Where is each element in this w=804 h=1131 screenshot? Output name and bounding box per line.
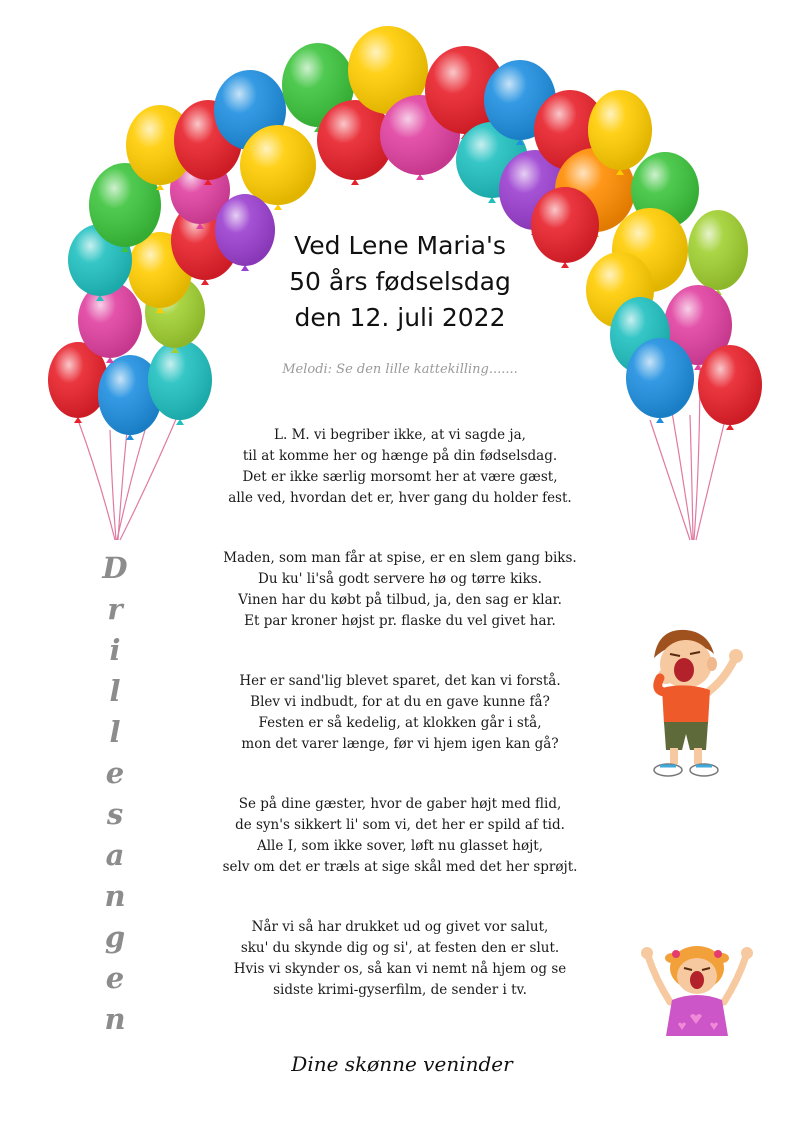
vertical-letter: s — [106, 797, 124, 831]
signature: Dine skønne veninder — [291, 1052, 513, 1076]
verse-line: Hvis vi skynder os, så kan vi nemt nå hjem og se — [233, 961, 567, 977]
verse-line: Et par kroner højst pr. flaske du vel givet har. — [244, 613, 556, 629]
yawning-girl-illustration — [638, 940, 756, 1036]
verse-line: Festen er så kedelig, at klokken går i stå, — [258, 715, 542, 731]
vertical-letter: e — [105, 756, 125, 790]
verse-line: Her er sand'lig blevet sparet, det kan vi forstå. — [239, 673, 561, 689]
vertical-letter: g — [104, 920, 126, 954]
balloon — [698, 345, 762, 430]
verse-3 — [200, 671, 600, 755]
yawning-boy-illustration — [624, 620, 752, 780]
title-line-2: 50 års fødselsdag — [289, 267, 511, 296]
vertical-title — [92, 548, 138, 1040]
verse-line: de syn's sikkert li' som vi, det her er spild af tid. — [235, 817, 565, 833]
verse-line: Maden, som man får at spise, er en slem gang biks. — [223, 550, 577, 566]
vertical-letter: D — [102, 551, 128, 585]
vertical-letter: a — [105, 838, 125, 872]
title-line-3: den 12. juli 2022 — [294, 303, 506, 332]
verse-line: Vinen har du købt på tilbud, ja, den sag er klar. — [238, 592, 562, 608]
melody-note: Melodi: Se den lille kattekilling....... — [282, 362, 518, 377]
verse-line: Alle I, som ikke sover, løft nu glasset højt, — [256, 838, 544, 854]
vertical-letter: l — [109, 715, 121, 749]
verse-line: L. M. vi begriber ikke, at vi sagde ja, — [274, 427, 526, 443]
verse-line: Det er ikke særlig morsomt her at være gæst, — [242, 469, 558, 485]
verse-line: sidste krimi-gyserfilm, de sender i tv. — [273, 982, 527, 998]
balloon — [626, 338, 694, 423]
verse-line: til at komme her og hænge på din fødselsdag. — [242, 448, 558, 464]
verse-line: Du ku' li'så godt servere hø og tørre kiks. — [258, 571, 542, 587]
balloon — [688, 210, 748, 295]
vertical-letter: e — [105, 961, 125, 995]
vertical-letter: r — [107, 592, 123, 626]
vertical-letter: i — [109, 633, 121, 667]
verse-line: sku' du skynde dig og si', at festen den er slut. — [240, 940, 560, 956]
page-title — [250, 228, 550, 336]
verse-line: mon det varer længe, før vi hjem igen kan gå? — [241, 736, 559, 752]
vertical-letter: l — [109, 674, 121, 708]
verse-line: Se på dine gæster, hvor de gaber højt med flid, — [238, 796, 562, 812]
verse-2 — [200, 548, 600, 632]
verse-line: alle ved, hvordan det er, hver gang du holder fest. — [228, 490, 572, 506]
vertical-letter: n — [104, 879, 126, 913]
verse-1 — [200, 425, 600, 509]
vertical-letter: n — [104, 1002, 126, 1036]
verse-line: Når vi så har drukket ud og givet vor salut, — [251, 919, 549, 935]
verse-line: Blev vi indbudt, for at du en gave kunne få? — [250, 694, 550, 710]
title-line-1: Ved Lene Maria's — [294, 231, 506, 260]
verse-4 — [200, 794, 600, 878]
verse-5 — [200, 917, 600, 1001]
verse-line: selv om det er træls at sige skål med det her sprøjt. — [222, 859, 578, 875]
